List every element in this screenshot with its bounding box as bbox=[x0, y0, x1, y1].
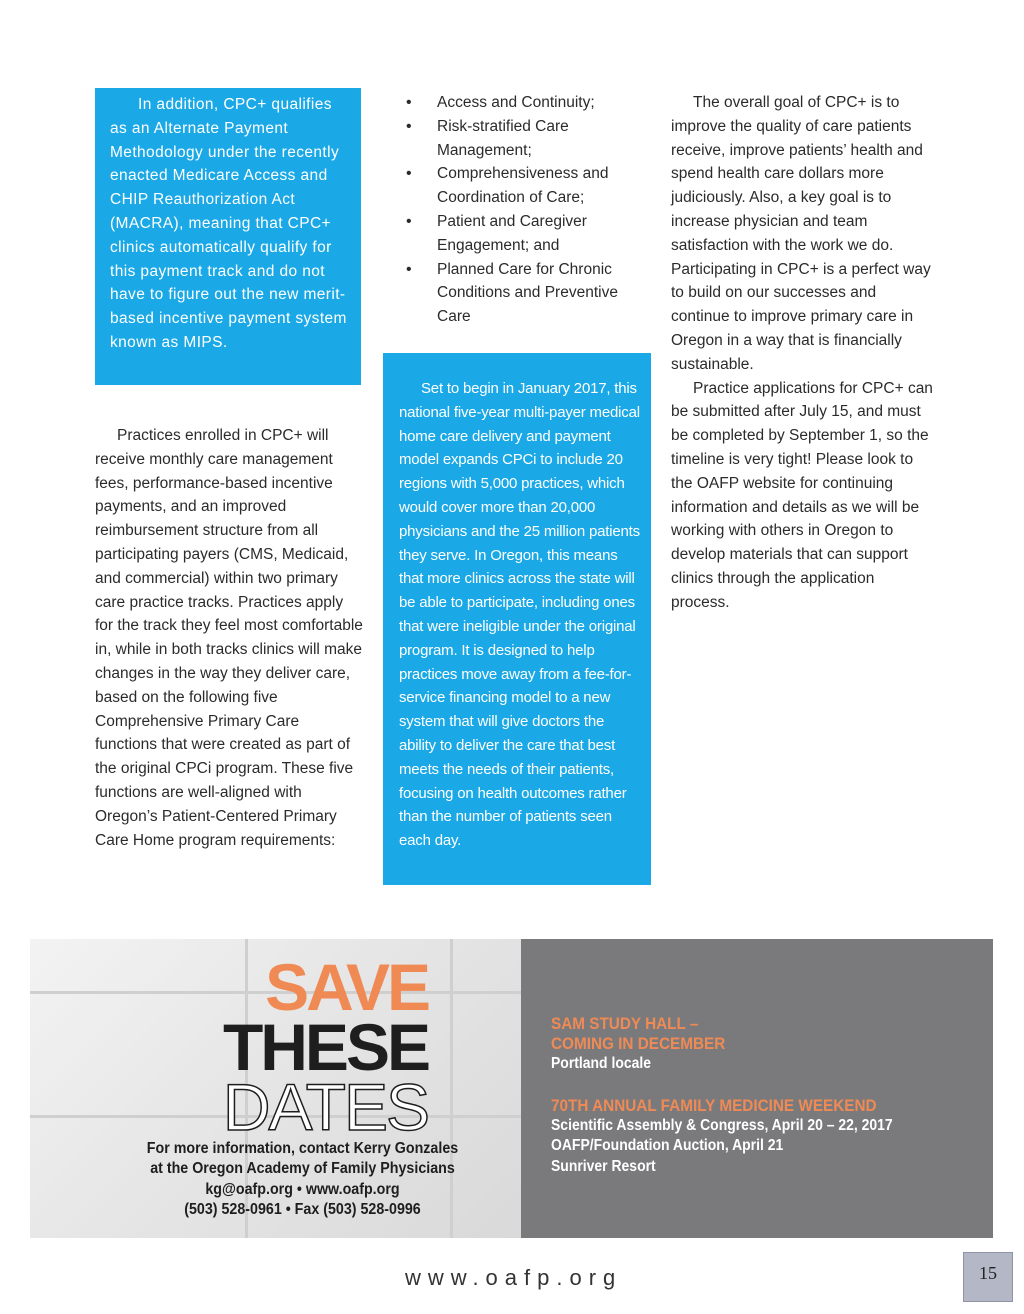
contact-line: kg@oafp.org • www.oafp.org bbox=[205, 1180, 400, 1198]
functions-list bbox=[406, 91, 646, 329]
dates-heading: DATES bbox=[222, 1070, 428, 1144]
page-number: 15 bbox=[963, 1252, 1013, 1302]
callout-macra bbox=[95, 88, 361, 385]
bullet-icon: • bbox=[406, 117, 412, 135]
save-the-dates-ad bbox=[30, 939, 993, 1238]
event-detail: OAFP/Foundation Auction, April 21 bbox=[551, 1137, 784, 1155]
col1-paragraph: Practices enrolled in CPC+ will receive monthly care management fees, performance-based incentive payments, and an improved reimbursement structure from all participating payers (CMS, Medicaid, and commercial) within two primary care practice tracks. Practices apply for the track they feel most comfortable in, while in both tracks clinics will make changes in the way they deliver care, based on the following five Comprehensive Primary Care functions that were created as part of the original CPCi program. These five functions are well-aligned with Oregon’s Patient-Centered Primary Care Home program requirements: bbox=[95, 427, 363, 849]
bullet-icon: • bbox=[406, 94, 412, 111]
list-item bbox=[406, 258, 646, 329]
list-item bbox=[406, 210, 646, 258]
callout-program bbox=[383, 353, 651, 885]
list-item-text: Comprehensiveness and Coordination of Care; bbox=[437, 165, 609, 207]
event-detail: Sunriver Resort bbox=[551, 1157, 656, 1175]
list-item bbox=[406, 162, 646, 210]
event-2 bbox=[551, 1096, 991, 1177]
callout-macra-text: In addition, CPC+ qualifies as an Alternate Payment Methodology under the recently enacted Medicare Access and CHIP Reauthorization Act (MACRA), meaning that CPC+ clinics automatically qualify for this payment track and do not have to figure out the new merit-based incentive payment system known as MIPS. bbox=[110, 96, 347, 351]
event-title: COMING IN DECEMBER bbox=[551, 1034, 726, 1053]
footer-website: www.oafp.org bbox=[405, 1265, 623, 1290]
list-item-text: Access and Continuity; bbox=[437, 94, 595, 111]
contact-line: (503) 528-0961 • Fax (503) 528-0996 bbox=[184, 1200, 421, 1218]
event-1 bbox=[551, 1014, 981, 1074]
these-heading: THESE bbox=[222, 1010, 428, 1084]
event-title: 70TH ANNUAL FAMILY MEDICINE WEEKEND bbox=[551, 1096, 877, 1115]
event-detail: Scientific Assembly & Congress, April 20 – 22, 2017 bbox=[551, 1117, 893, 1134]
contact-info bbox=[139, 1139, 466, 1220]
column-1 bbox=[95, 424, 365, 852]
list-item bbox=[406, 115, 646, 163]
event-detail: Portland locale bbox=[551, 1055, 652, 1072]
col3-paragraph-1: The overall goal of CPC+ is to improve the quality of care patients receive, improve patients’ health and spend health care dollars more judiciously. Also, a key goal is to increase physician and team satisfaction with the work we do. Participating in CPC+ is a perfect way to build on our successes and continue to improve primary care in Oregon in a way that is financially sustainable. bbox=[671, 94, 931, 373]
save-heading: SAVE bbox=[265, 950, 428, 1024]
list-item-text: Risk-stratified Care Management; bbox=[437, 117, 569, 159]
contact-line: at the Oregon Academy of Family Physicians bbox=[150, 1160, 455, 1178]
bullet-icon: • bbox=[406, 212, 412, 230]
event-title: SAM STUDY HALL – bbox=[551, 1014, 699, 1033]
ad-left-panel bbox=[30, 939, 521, 1238]
callout-program-text: Set to begin in January 2017, this national five-year multi-payer medical home care delivery and payment model expands CPCi to include 20 regions with 5,000 practices, which would cover more than 20,000 physicians and the 25 million patients they serve. In Oregon, this means that more clinics across the state will be able to participate, including ones that were ineligible under the original program. It is designed to help practices move away from a fee-for-service financing model to a new system that will give doctors the ability to deliver the care that best meets the needs of their patients, focusing on health outcomes rather than the number of patients seen each day. bbox=[399, 380, 640, 850]
list-item-text: Patient and Caregiver Engagement; and bbox=[437, 212, 587, 254]
list-item bbox=[406, 91, 646, 115]
contact-line: For more information, contact Kerry Gonzales bbox=[146, 1140, 459, 1157]
bullet-icon: • bbox=[406, 165, 412, 183]
col3-paragraph-2: Practice applications for CPC+ can be submitted after July 15, and must be completed by September 1, so the timeline is very tight! Please look to the OAFP website for continuing information and details as we will be working with others in Oregon to develop materials that can support clinics through the application process. bbox=[671, 379, 933, 611]
list-item-text: Planned Care for Chronic Conditions and Preventive Care bbox=[437, 260, 618, 326]
bullet-icon: • bbox=[406, 260, 412, 278]
column-3 bbox=[671, 91, 936, 615]
ad-right-panel bbox=[521, 939, 993, 1238]
